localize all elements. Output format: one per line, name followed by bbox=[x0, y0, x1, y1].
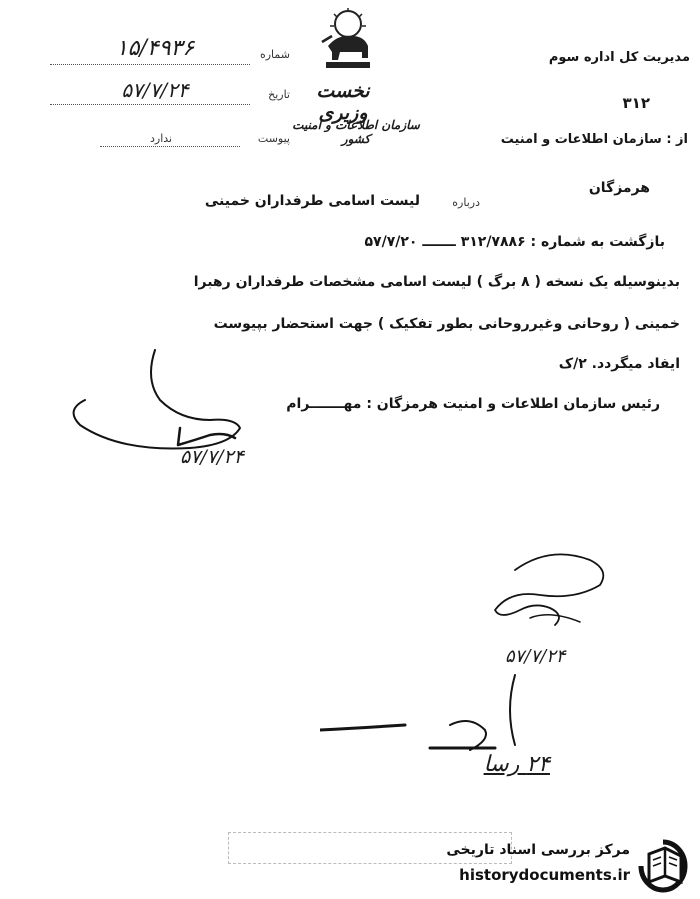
date-value: ۵۷/۷/۲۴ bbox=[121, 78, 189, 102]
organization-name: سازمان اطلاعات و امنیت کشور bbox=[292, 118, 420, 146]
recipient: مدیریت کل اداره سوم bbox=[548, 50, 690, 65]
signature-line: رئیس سازمان اطلاعات و امنیت هرمزگان : مهـــــــرام bbox=[286, 396, 660, 412]
signature-scribble-3 bbox=[320, 670, 570, 760]
watermark-url: historydocuments.ir bbox=[459, 866, 630, 884]
number-value: ۱۵/۴۹۳۶ bbox=[115, 36, 195, 61]
date-underline bbox=[50, 104, 250, 105]
signature-date-1: ۵۷/۷/۲۴ bbox=[180, 446, 244, 468]
attachment-underline bbox=[100, 146, 240, 147]
department-code: ۳۱۲ bbox=[622, 94, 650, 112]
body-line-3: ایفاد میگردد. ۲/ک bbox=[558, 356, 680, 372]
body-line-1: بدینوسیله یک نسخه ( ۸ برگ ) لیست اسامی مشخصات طرفداران رهبرا bbox=[193, 274, 680, 290]
body-line-2: خمینی ( روحانی وغیرروحانی بطور تفکیک ) جهت استحضار بپیوست bbox=[213, 316, 680, 332]
reference-line: بازگشت به شماره : ۳۱۲/۷۸۸۶ ـــــــ ۵۷/۷/۲۰ bbox=[364, 234, 665, 250]
subject: لیست اسامی طرفداران خمینی bbox=[204, 193, 420, 209]
bottom-note: ۲۴ رسا bbox=[483, 752, 550, 777]
subject-label: درباره bbox=[452, 196, 480, 209]
region: هرمزگان bbox=[588, 180, 650, 196]
attachment-row bbox=[40, 130, 290, 152]
date-label: تاریخ bbox=[268, 88, 290, 101]
lion-and-sun-emblem bbox=[318, 6, 374, 72]
number-label: شماره bbox=[259, 48, 290, 61]
office-title: نخست وزیری bbox=[316, 80, 370, 124]
watermark-title: مرکز بررسی اسناد تاریخی bbox=[446, 842, 630, 858]
signature-date-2: ۵۷/۷/۲۴ bbox=[505, 646, 566, 667]
number-underline bbox=[50, 64, 250, 65]
archive-logo-icon bbox=[637, 838, 689, 894]
sender: از : سازمان اطلاعات و امنیت bbox=[500, 132, 688, 147]
attachment-value: ندارد bbox=[150, 132, 173, 145]
signature-scribble-2 bbox=[460, 540, 640, 650]
watermark bbox=[415, 838, 695, 894]
number-row bbox=[40, 38, 290, 68]
attachment-label: پیوست bbox=[257, 132, 290, 145]
date-row bbox=[40, 80, 290, 110]
